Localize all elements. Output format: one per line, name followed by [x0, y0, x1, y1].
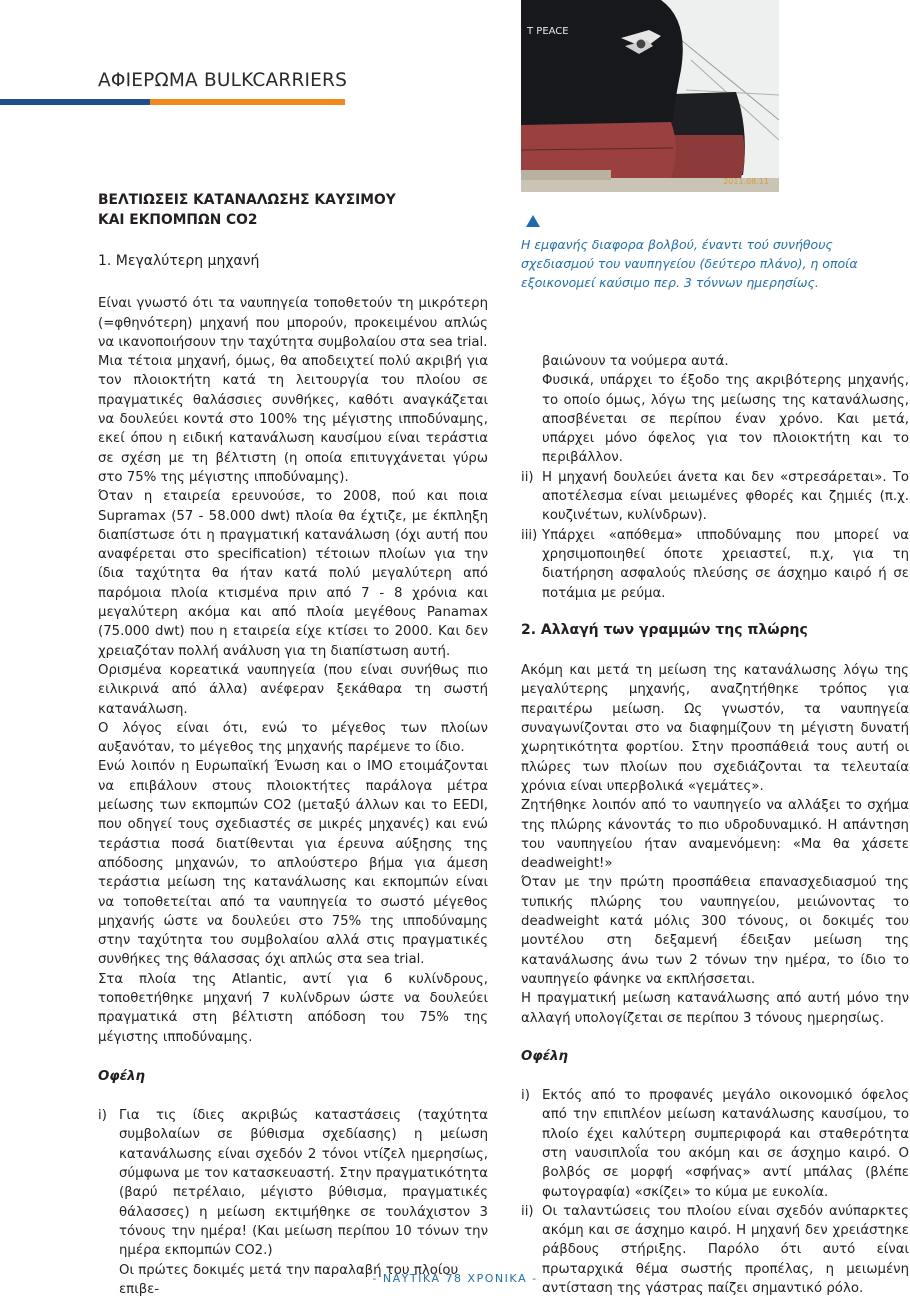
subheading-bigger-engine: 1. Μεγαλύτερη μηχανή [98, 253, 260, 269]
header-rule [0, 99, 345, 105]
paragraph: Ακόμη και μετά τη μείωση της κατανάλωσης λόγω της μεγαλύτερης μηχανής, αναζητήθηκε τρόπος για περαιτέρω μείωση. Ως γνωστόν, τα ναυπηγεία συναγωνίζονται στο να διαφημίζουν τη μέγιστη δυνατή χωρητικότητα φορτίου. Στην προσπάθειά τους αυτή οι πλώρες των πλοίων που σχεδιάζονται τα τελευταία χρόνια είναι υπερβολικά «γεμάτες». [521, 663, 909, 794]
subheading-bow-lines: 2. Αλλαγή των γραμμών της πλώρης [521, 621, 808, 638]
list-text: Για τις ίδιες ακριβώς καταστάσεις (ταχύτητα συμβολαίων σε βύθισμα σχεδίασης) η μείωση κατανάλωσης είναι σχεδόν 2 τόνοι ντίζελ ημερησίως, σύμφωνα με τον κατασκευαστή. Στην πραγματικότητα (βαρύ πετρέλαιο, μέγιστο βύθισμα, πραγματικές θάλασσες) η μείωση εκτιμήθηκε σε τουλάχιστον 3 τόνους την ημέρα! (Και μείωση περίπου 10 τόνων την ημέρα εκπομπών CO2.) [119, 1108, 488, 1259]
paragraph: Φυσικά, υπάρχει το έξοδο της ακριβότερης μηχανής, το οποίο όμως, λόγω της μείωσης της κατανάλωσης, αποσβένεται σε περίπου έναν χρόνο. Και μετά, υπάρχει μόνο όφελος για τον πλοιοκτήτη και το περιβάλλον. [542, 373, 909, 466]
paragraph: Ορισμένα κορεατικά ναυπηγεία (που είναι συνήθως πιο ειλικρινά από άλλα) ανέφεραν ξεκάθαρα τη σωστή κατανάλωση. [98, 662, 488, 717]
section-title: ΑΦΙΕΡΩΜΑ BULKCARRIERS [98, 70, 348, 91]
ship-bows-illustration [521, 0, 779, 192]
benefits-heading: Οφέλη [521, 1048, 568, 1064]
paragraph: Ζητήθηκε λοιπόν από το ναυπηγείο να αλλάξει το σχήμα της πλώρης κάνοντάς το πιο υδροδυναμικό. Η απάντηση του ναυπηγείου ήταν αναμενόμενη: «Μα θα χάσετε deadweight!» [521, 798, 909, 872]
list-text: Οι ταλαντώσεις του πλοίου είναι σχεδόν ανύπαρκτες ακόμη και σε άσχημο καιρό. Η μηχανή δεν χρειάστηκε ράβδους στήριξης. Παρόλο ότι αυτό είναι πρωταρχικά θέμα σωστής προπέλας, η μειωμένη αντίσταση της γάστρας παίζει σημαντικό ρόλο. [542, 1203, 909, 1297]
paragraph: Στα πλοία της Atlantic, αντί για 6 κυλίνδρους, τοποθετήθηκε μηχανή 7 κυλίνδρων ώστε να δουλεύει πραγματικά στη βέλτιστη απόδοση του 75% της μέγιστης ιπποδύναμης. [98, 971, 488, 1045]
caption-triangle-icon [526, 215, 540, 227]
right-column [521, 352, 909, 1298]
list-text: Εκτός από το προφανές μεγάλο οικονομικό όφελος από την επιπλέον μείωση κατανάλωσης καυσίμου, το πλοίο έχει καλύτερη συμπεριφορά και σταθερότητα στη ναυσιπλοΐα του ακόμη και σε άσχημο καιρό. Ο βολβός σε μορφή «σφήνας» αντί μπάλας (βλέπε φωτογραφία) «σκίζει» το κύμα με ευκολία. [542, 1088, 909, 1200]
photo-caption: Η εμφανής διαφορα βολβού, έναντι τού συνήθους σχεδιασμού του ναυπηγείου (δεύτερο πλάνο), η οποία εξοικονομεί καύσιμο περ. 3 τόννων ημερησίως. [521, 237, 858, 290]
list-item [521, 468, 909, 526]
list-marker: i) [98, 1108, 107, 1124]
list-marker: ii) [521, 469, 534, 485]
paragraph: Μια τέτοια μηχανή, όμως, θα αποδειχτεί πολύ ακριβή για τον πλοιοκτήτη κατά τη λειτουργία του πλοίου σε πραγματικές θαλάσσιες συνθήκες, καθότι αναγκάζεται να δουλεύει κοντά στο 100% της μέγιστης ιπποδύναμης, εκεί όπου η ειδική κατανάλωση καυσίμου είναι τεράστια σε σχέση με τη βέλτιστη (η οποία επιτυγχάνεται γύρω στο 75% της μέγιστης ιπποδύναμης). [98, 354, 488, 485]
list-text: Η μηχανή δουλεύει άνετα και δεν «στρεσάρεται». Το αποτέλεσμα είναι μειωμένες φθορές και ζημιές (π.χ. κουζινέτων, κυλίνδρων). [542, 469, 909, 524]
headline-line-2: ΚΑΙ ΕΚΠΟΜΠΩΝ CO2 [98, 212, 258, 228]
list-item [98, 1106, 488, 1260]
ship-photo [521, 0, 779, 192]
list-text: Οι πρώτες δοκιμές μετά την παραλαβή του πλοίου επιβε- [119, 1262, 459, 1297]
headline-line-1: ΒΕΛΤΙΩΣΕΙΣ ΚΑΤΑΝΑΛΩΣΗΣ ΚΑΥΣΙΜΟΥ [98, 192, 396, 208]
paragraph: Όταν η εταιρεία ερευνούσε, το 2008, πού και ποια Supramax (57 - 58.000 dwt) πλοία θα έχτιζε, με έκπληξη διαπίστωσε ότι η πραγματική κατανάλωση (όχι αυτή που αναφέρεται στο specification) τέτοιων πλοίων για την ίδια ταχύτητα θα ήταν κατά πολύ μεγαλύτερη από παρόμοια πλοία κτισμένα πριν από 7 - 8 χρόνια και μεγαλύτερη ακόμα και από πλοία μεγέθους Panamax (75.000 dwt) που η εταιρεία είχε κτίσει το 2000. Και δεν χρειαζόταν πολλή ανάλυση για τη διαπίστωση αυτή. [98, 489, 488, 659]
list-item [521, 526, 909, 603]
paragraph: Ενώ λοιπόν η Ευρωπαϊκή Ένωση και ο IMO ετοιμάζονται να επιβάλουν στους πλοιοκτήτες παράλογα μέτρα μείωσης των εκπομπών CO2 (μεταξύ άλλων και το EEDI, που οδηγεί τους σχεδιαστές σε μικρές μηχανές) και ενώ τεράστια ποσά διατίθενται για έρευνα αύξησης της απόδοσης μηχανών, το απλούστερο βήμα για άμεση τεράστια μείωση της κατανάλωσης και εκπομπών είναι να τοποθετείται από τα ναυπηγεία το σωστό μέγεθος μηχανής ώστε να δουλεύει στο 75% της ιπποδύναμης στην ταχύτητα του συμβολαίου αλλά στις πραγματικές συνθήκες της θάλασσας όχι απλώς στα sea trial. [98, 759, 488, 968]
page-footer: - ΝΑΥΤΙΚΑ 78 ΧΡΟΝΙΚΑ - [372, 1272, 538, 1285]
list-item [521, 1086, 909, 1202]
list-marker: iii) [521, 527, 538, 543]
paragraph: Είναι γνωστό ότι τα ναυπηγεία τοποθετούν τη μικρότερη (=φθηνότερη) μηχανή που μπορούν, προκειμένου απλώς να ικανοποιήσουν την ταχύτητα συμβολαίου στα sea trial. [98, 296, 488, 350]
list-marker: ii) [521, 1203, 534, 1219]
paragraph: Όταν με την πρώτη προσπάθεια επανασχεδιασμού της τυπικής πλώρης του ναυπηγείου, μειώνοντας το deadweight κατά μόλις 300 τόνους, οι δοκιμές του μοντέλου στη δεξαμενή έδειξαν μείωση της κατανάλωσης άνω των 2 τόνων την ημέρα, το ίδιο το ναυπηγείο φάνηκε να εκπλήσσεται. [521, 875, 909, 987]
left-column [98, 190, 488, 1299]
continuation-text: βαιώνουν τα νούμερα αυτά. [542, 354, 729, 369]
paragraph: Η πραγματική μείωση κατανάλωσης από αυτή μόνο την αλλαγή υπολογίζεται σε περίπου 3 τόνους ημερησίως. [521, 991, 909, 1026]
paragraph: Ο λόγος είναι ότι, ενώ το μέγεθος των πλοίων αυξανόταν, το μέγεθος της μηχανής παρέμενε το ίδιο. [98, 720, 488, 756]
list-marker: i) [521, 1088, 530, 1104]
benefits-heading: Οφέλη [98, 1068, 145, 1084]
photo-date-stamp: 2011.08.11 [723, 177, 769, 186]
list-text: Υπάρχει «απόθεμα» ιπποδύναμης που μπορεί να χρησιμοποιηθεί όποτε χρειαστεί, π.χ, για τη διατήρηση ασφαλούς πλεύσης σε άσχημο καιρό ή σε ποτάμια με ρεύμα. [542, 527, 909, 601]
ship-name-lettering: T PEACE [527, 26, 569, 37]
